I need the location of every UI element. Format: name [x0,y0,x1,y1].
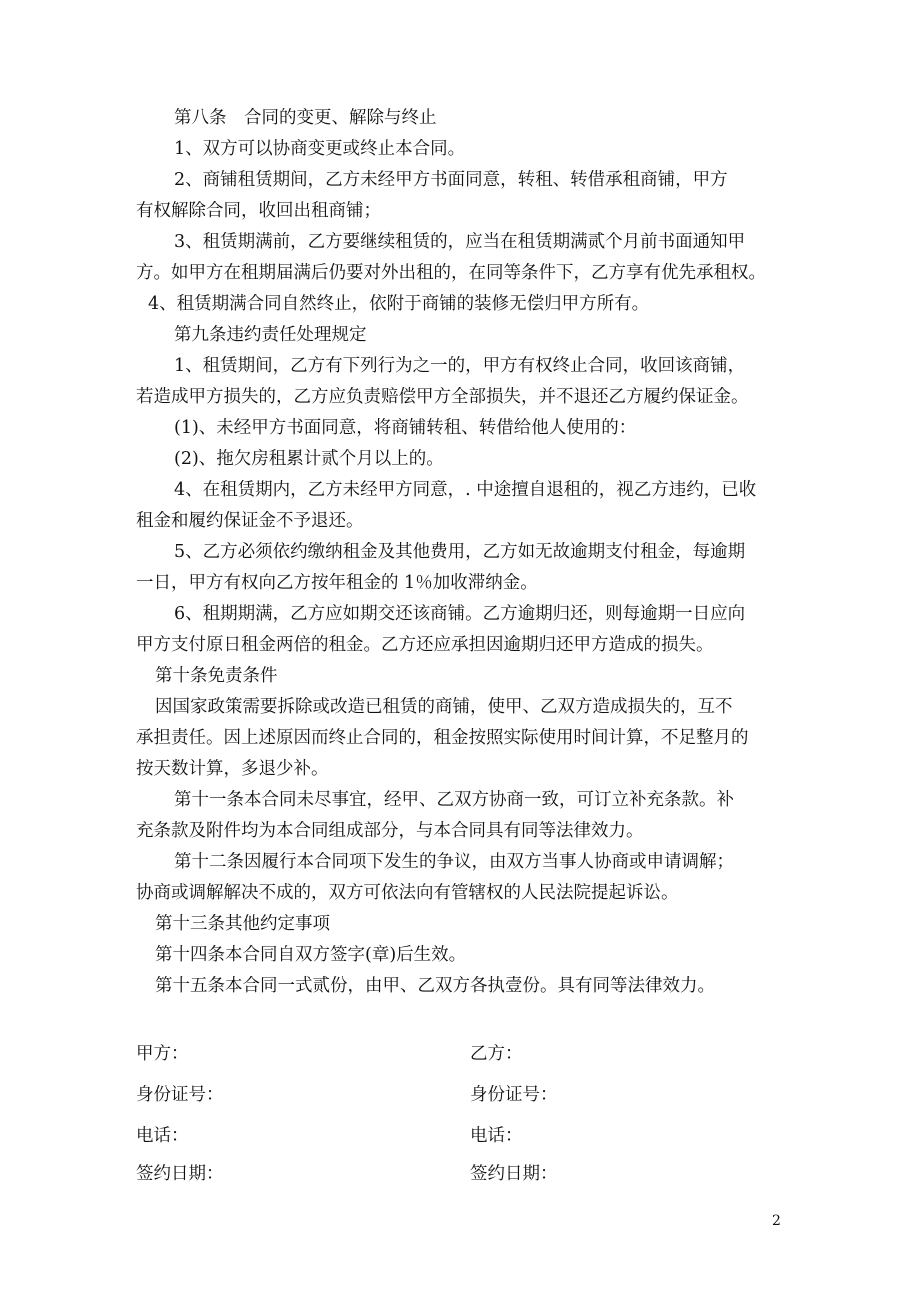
article-14: 第十四条本合同自双方签字(章)后生效。 [155,945,467,965]
article-12: 第十二条因履行本合同项下发生的争议，由双方当事人协商或申请调解； [174,852,734,872]
article-9-clause-6-cont: 甲方支付原日租金两倍的租金。乙方还应承担因逾期归还甲方造成的损失。 [136,635,714,655]
party-a-id-label: 身份证号： [136,1085,224,1105]
page-number: 2 [772,1213,781,1229]
party-a-label: 甲方： [136,1044,189,1064]
article-9-clause-5: 5、乙方必须依约缴纳租金及其他费用，乙方如无故逾期支付租金，每逾期 [174,542,746,562]
article-8-clause-1: 1、双方可以协商变更或终止本合同。 [174,139,466,159]
article-9-clause-1-cont: 若造成甲方损失的，乙方应负责赔偿甲方全部损失，并不退还乙方履约保证金。 [136,387,749,407]
article-15: 第十五条本合同一式贰份，由甲、乙双方各执壹份。具有同等法律效力。 [155,976,715,996]
article-9-heading: 第九条违约责任处理规定 [174,325,367,345]
party-a-date-label: 签约日期： [136,1164,224,1184]
article-10-heading: 第十条免责条件 [155,666,278,686]
article-8-clause-3: 3、租赁期满前，乙方要继续租赁的，应当在租赁期满贰个月前书面通知甲 [174,232,746,252]
party-a-phone-label: 电话： [136,1126,189,1146]
article-8-clause-3-cont: 方。如甲方在租期届满后仍要对外出租的，在同等条件下，乙方享有优先承租权。 [136,263,766,283]
article-9-clause-1: 1、租赁期间，乙方有下列行为之一的，甲方有权终止合同，收回该商铺， [174,356,746,376]
article-11: 第十一条本合同未尽事宜，经甲、乙双方协商一致，可订立补充条款。补 [174,790,734,810]
article-12-cont: 协商或调解解决不成的，双方可依法向有管辖权的人民法院提起诉讼。 [136,883,679,903]
article-8-heading: 第八条 合同的变更、解除与终止 [174,108,437,128]
article-9-item-1: (1)、未经甲方书面同意，将商铺转租、转借给他人使用的： [174,418,637,438]
party-b-label: 乙方： [470,1044,523,1064]
article-9-item-2: (2)、拖欠房租累计贰个月以上的。 [174,449,444,469]
article-9-clause-5-cont: 一日，甲方有权向乙方按年租金的 1％加收滞纳金。 [136,573,538,593]
party-b-phone-label: 电话： [470,1126,523,1146]
article-9-clause-6: 6、租期期满，乙方应如期交还该商铺。乙方逾期归还，则每逾期一日应向 [174,604,746,624]
article-8-clause-2-cont: 有权解除合同，收回出租商铺； [136,201,381,221]
article-8-clause-2: 2、商铺租赁期间，乙方未经甲方书面同意，转租、转借承租商铺，甲方 [174,170,728,190]
article-11-cont: 充条款及附件均为本合同组成部分，与本合同具有同等法律效力。 [136,821,644,841]
article-8-clause-4: 4、租赁期满合同自然终止，依附于商铺的装修无偿归甲方所有。 [148,294,650,314]
article-9-clause-4-cont: 租金和履约保证金不予退还。 [136,511,364,531]
article-10-body-3: 按天数计算，多退少补。 [136,759,329,779]
article-9-clause-4: 4、在租赁期内，乙方未经甲方同意，. 中途擅自退租的，视乙方违约，已收 [174,480,757,500]
article-13: 第十三条其他约定事项 [155,914,330,934]
article-10-body-1: 因国家政策需要拆除或改造已租赁的商铺，使甲、乙双方造成损失的，互不 [155,697,733,717]
party-b-id-label: 身份证号： [470,1085,558,1105]
party-b-date-label: 签约日期： [470,1164,558,1184]
article-10-body-2: 承担责任。因上述原因而终止合同的，租金按照实际使用时间计算，不足整月的 [136,728,749,748]
